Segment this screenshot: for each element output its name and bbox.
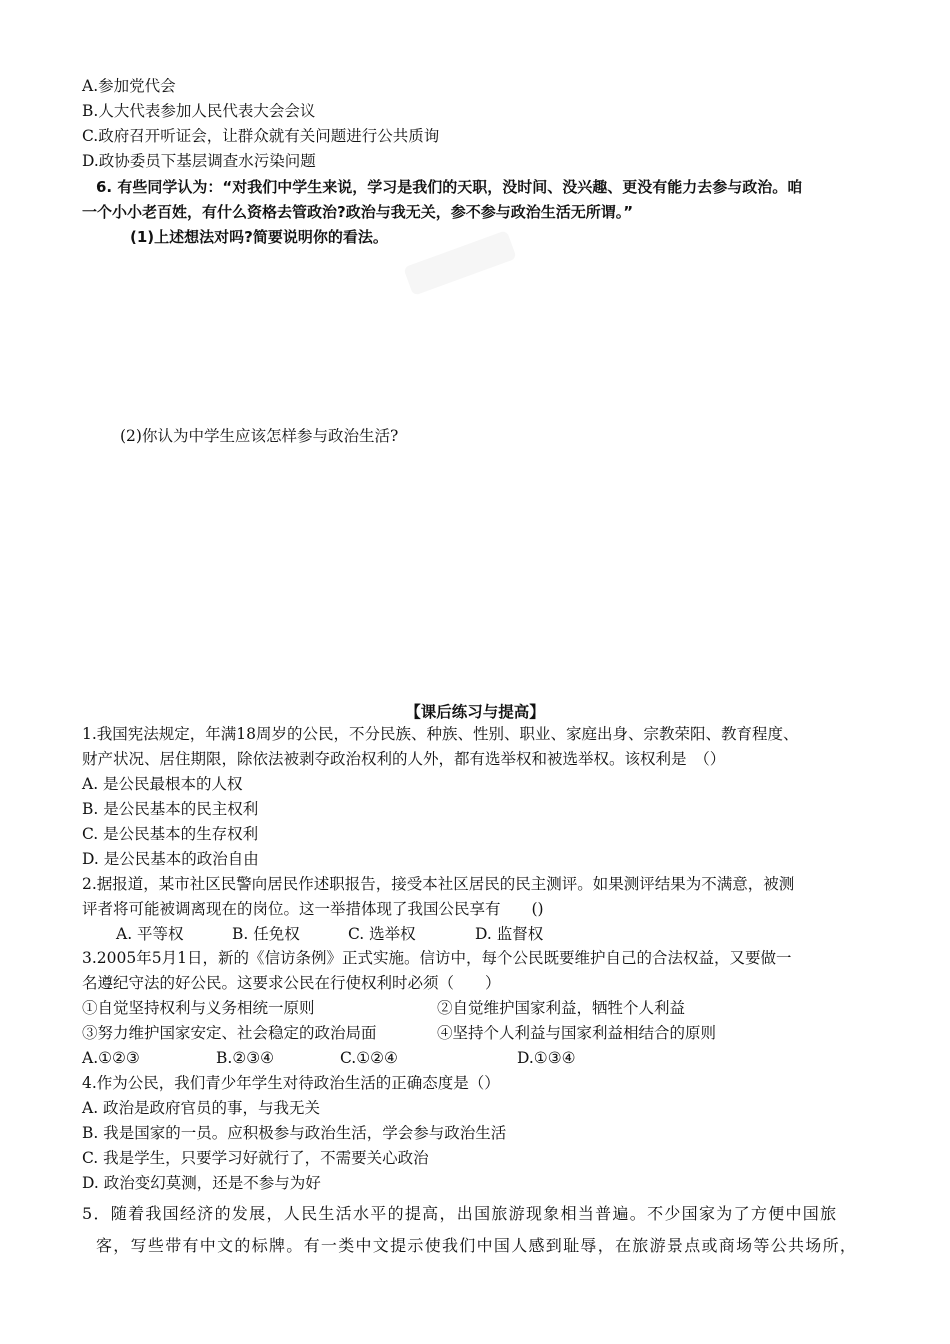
q6-sub2: (2)你认为中学生应该怎样参与政治生活?	[120, 427, 399, 445]
q3-line1: 3.2005年5月1日，新的《信访条例》正式实施。信访中，每个公民既要维护自己的合法权益，又要做一	[82, 949, 792, 967]
option-c: C.政府召开听证会，让群众就有关问题进行公共质询	[82, 127, 440, 145]
q6-line1: 6. 有些同学认为：“对我们中学生来说，学习是我们的天职，没时间、没兴趣、更没有能力去参与政治。咱	[96, 178, 803, 196]
section-title: 【课后练习与提高】	[405, 703, 545, 721]
q1-option-b: B. 是公民基本的民主权利	[82, 800, 259, 818]
q4-line1: 4.作为公民，我们青少年学生对待政治生活的正确态度是（）	[82, 1074, 500, 1092]
q4-option-c: C. 我是学生，只要学习好就行了，不需要关心政治	[82, 1149, 429, 1167]
q2-option-a: A. 平等权	[116, 925, 184, 943]
q2-line2: 评者将可能被调离现在的岗位。这一举措体现了我国公民享有 ()	[82, 900, 544, 918]
q1-option-d: D. 是公民基本的政治自由	[82, 850, 259, 868]
q3-option-b: B.②③④	[216, 1049, 275, 1067]
option-a: A.参加党代会	[82, 77, 176, 95]
q3-line2: 名遵纪守法的好公民。这要求公民在行使权利时必须（ ）	[82, 974, 501, 992]
q2-option-c: C. 选举权	[348, 925, 416, 943]
q6-line2: 一个小小老百姓，有什么资格去管政治?政治与我无关，参不参与政治生活无所谓。”	[82, 203, 634, 221]
q3-item-1: ①自觉坚持权利与义务相统一原则	[82, 999, 315, 1017]
q3-item-2: ②自觉维护国家利益，牺牲个人利益	[437, 999, 686, 1017]
q3-option-a: A.①②③	[82, 1049, 140, 1067]
q2-option-d: D. 监督权	[475, 925, 544, 943]
watermark	[403, 230, 517, 296]
q1-option-c: C. 是公民基本的生存权利	[82, 825, 259, 843]
q3-item-4: ④坚持个人利益与国家利益相结合的原则	[437, 1024, 717, 1042]
q1-line2: 财产状况、居住期限，除依法被剥夺政治权利的人外，都有选举权和被选举权。该权利是 （）	[82, 750, 726, 768]
q5-line2: 客，写些带有中文的标牌。有一类中文提示使我们中国人感到耻辱，在旅游景点或商场等公共场所，	[96, 1236, 858, 1255]
q6-sub1: (1)上述想法对吗?简要说明你的看法。	[130, 228, 388, 246]
option-d: D.政协委员下基层调查水污染问题	[82, 152, 316, 170]
q3-option-d: D.①③④	[517, 1049, 576, 1067]
q1-line1: 1.我国宪法规定，年满18周岁的公民，不分民族、种族、性别、职业、家庭出身、宗教荣阳、教育程度、	[82, 725, 799, 743]
q2-line1: 2.据报道，某市社区民警向居民作述职报告，接受本社区居民的民主测评。如果测评结果为不满意，被测	[82, 875, 795, 893]
q1-option-a: A. 是公民最根本的人权	[82, 775, 243, 793]
q5-line1: 5．随着我国经济的发展，人民生活水平的提高，出国旅游现象相当普遍。不少国家为了方便中国旅	[82, 1204, 838, 1223]
q3-option-c: C.①②④	[340, 1049, 398, 1067]
q4-option-b: B. 我是国家的一员。应积极参与政治生活，学会参与政治生活	[82, 1124, 507, 1142]
q4-option-a: A. 政治是政府官员的事，与我无关	[82, 1099, 321, 1117]
option-b: B.人大代表参加人民代表大会会议	[82, 102, 316, 120]
q2-option-b: B. 任免权	[232, 925, 300, 943]
q3-item-3: ③努力维护国家安定、社会稳定的政治局面	[82, 1024, 377, 1042]
q4-option-d: D. 政治变幻莫测，还是不参与为好	[82, 1174, 321, 1192]
